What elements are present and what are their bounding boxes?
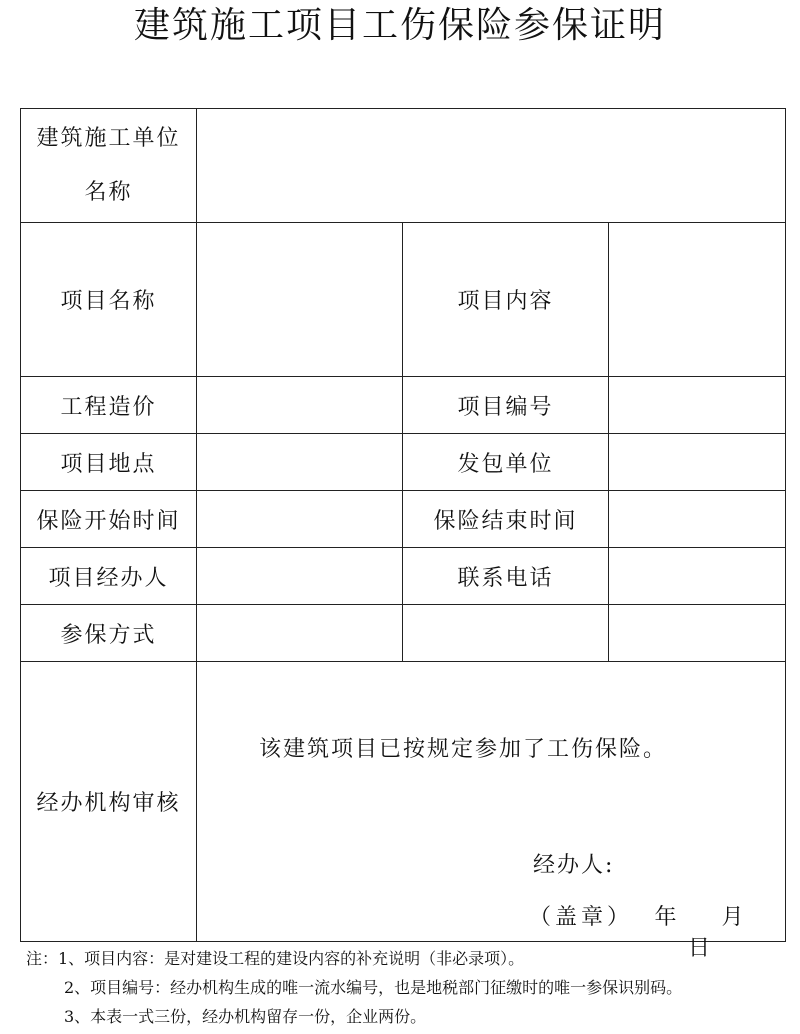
cost-field[interactable] (197, 377, 403, 434)
review-cell (197, 662, 786, 961)
location-field[interactable] (197, 434, 403, 491)
insurance-start-label: 保险开始时间 (21, 491, 197, 548)
row-manager (21, 548, 786, 605)
row-unit-name (21, 109, 786, 223)
method-extra-field-2[interactable] (609, 605, 786, 662)
month-label: 月 (721, 905, 746, 930)
manager-field[interactable] (197, 548, 403, 605)
row-cost (21, 377, 786, 434)
manager-label: 项目经办人 (21, 548, 197, 605)
review-statement: 该建筑项目已按规定参加了工伤保险。 (259, 737, 668, 762)
day-label: 日 (688, 936, 713, 961)
unit-name-label-line2: 名称 (84, 179, 133, 205)
seal-label: （盖章） (529, 905, 634, 930)
row-review (21, 662, 786, 942)
phone-label: 联系电话 (403, 548, 609, 605)
review-body (197, 662, 785, 961)
insurance-start-field[interactable] (197, 491, 403, 548)
review-label: 经办机构审核 (21, 662, 197, 942)
page-title: 建筑施工项目工伤保险参保证明 (133, 5, 666, 46)
phone-field[interactable] (609, 548, 786, 605)
cost-label: 工程造价 (21, 377, 197, 434)
notes (26, 944, 682, 1031)
method-label: 参保方式 (21, 605, 197, 662)
note-3: 3、本表一式三份，经办机构留存一份，企业两份。 (64, 1007, 427, 1026)
contractor-label: 发包单位 (403, 434, 609, 491)
insurance-end-field[interactable] (609, 491, 786, 548)
location-label: 项目地点 (21, 434, 197, 491)
row-insurance-period (21, 491, 786, 548)
row-method (21, 605, 786, 662)
insurance-end-label: 保险结束时间 (403, 491, 609, 548)
method-extra-field[interactable] (403, 605, 609, 662)
project-number-label: 项目编号 (403, 377, 609, 434)
project-content-field[interactable] (609, 223, 786, 377)
year-label: 年 (654, 905, 679, 930)
project-name-field[interactable] (197, 223, 403, 377)
row-location (21, 434, 786, 491)
unit-name-label-line1: 建筑施工单位 (36, 125, 181, 151)
note-1: 注：1、项目内容：是对建设工程的建设内容的补充说明（非必录项）。 (26, 949, 525, 968)
note-2: 2、项目编号：经办机构生成的唯一流水编号，也是地税部门征缴时的唯一参保识别码。 (64, 978, 683, 997)
handler-label: 经办人: (533, 853, 615, 878)
project-number-field[interactable] (609, 377, 786, 434)
row-project-name (21, 223, 786, 377)
method-field[interactable] (197, 605, 403, 662)
project-name-label: 项目名称 (21, 223, 197, 377)
project-content-label: 项目内容 (403, 223, 609, 377)
contractor-field[interactable] (609, 434, 786, 491)
unit-name-label (21, 109, 197, 223)
unit-name-field[interactable] (197, 109, 786, 223)
